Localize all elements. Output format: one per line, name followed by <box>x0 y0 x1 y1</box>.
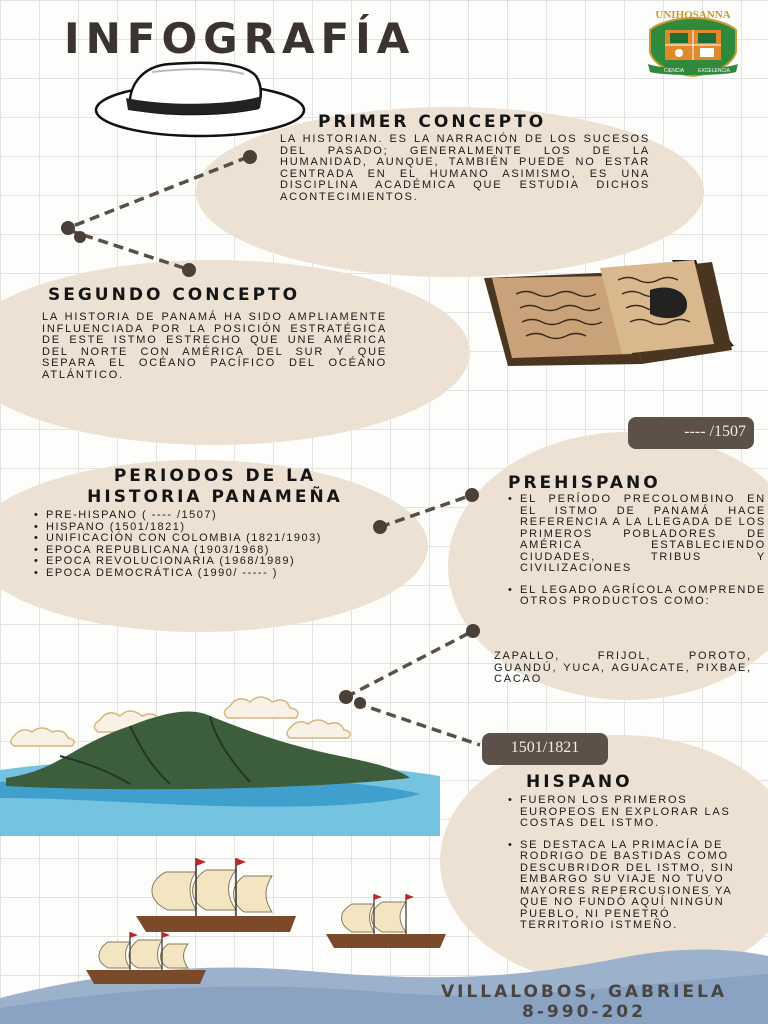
segundo-concepto-text: LA HISTORIA DE PANAMÁ HA SIDO AMPLIAMENTE INFLUENCIADA POR LA POSICIÓN ESTRATÉGICA DE ESTE ISTMO ESTRECHO QUE UNE AMÉRICA DEL NORTE CON AMÉRICA DEL SUR Y QUE SEPARA EL OCÉANO PACÍFICO DEL OCÉANO ATLÁNTICO. <box>42 311 387 381</box>
prehispano-products: ZAPALLO, FRIJOL, POROTO, GUANDÚ, YUCA, AGUACATE, PIXBAE, CACAO <box>494 650 752 685</box>
list-item: • EPOCA DEMOCRÁTICA (1990/ ----- ) <box>46 568 426 580</box>
author-block <box>408 982 760 1022</box>
logo-text: UNIHOSANNA <box>655 9 731 21</box>
page-title: INFOGRAFÍA <box>64 14 416 63</box>
periodos-heading <box>40 466 390 508</box>
primer-concepto-text: LA HISTORIAN. ES LA NARRACIÓN DE LOS SUCESOS DEL PASADO; GENERALMENTE LOS DE LA HUMANIDAD, AUNQUE, TAMBIÉN PUEDE NO ESTAR CENTRADA EN EL HUMANO ASIMISMO, ES UNA DISCIPLINA ACADÉMICA QUE ESTUDIA DICHOS ACONTECIMIENTOS. <box>280 133 650 203</box>
list-item: • SE DESTACA LA PRIMACÍA DE RODRIGO DE BASTIDAS COMO DESCUBRIDOR DEL ISTMO, SIN EMBARGO SU VIAJE NO TUVO MAYORES REPERCUSIONES YA QUE NO FUNDÓ AQUÍ NINGÚN PUEBLO, NI PENETRÓ TERRITORIO ISTMEÑO. <box>520 840 742 932</box>
periodos-list <box>32 510 426 579</box>
list-item: • UNIFICACIÓN CON COLOMBIA (1821/1903) <box>46 533 426 545</box>
primer-concepto-heading: PRIMER CONCEPTO <box>318 112 547 132</box>
periodos-heading-line2: HISTORIA PANAMEÑA <box>87 487 343 507</box>
ships-illustration <box>76 852 456 992</box>
logo-ribbon-right: EXCELENCIA <box>698 68 730 74</box>
segundo-concepto-heading: SEGUNDO CONCEPTO <box>48 285 301 305</box>
prehispano-date-tag: ---- /1507 <box>628 417 754 449</box>
prehispano-bullets <box>506 494 766 608</box>
connector-dot <box>465 488 479 502</box>
list-item: • FUERON LOS PRIMEROS EUROPEOS EN EXPLORAR LAS COSTAS DEL ISTMO. <box>520 795 742 830</box>
prehispano-bullet2-intro: EL LEGADO AGRÍCOLA COMPRENDE OTROS PRODUCTOS COMO: <box>520 583 766 607</box>
list-item: • HISPANO (1501/1821) <box>46 522 426 534</box>
connector-dot <box>182 263 196 277</box>
list-item: • EPOCA REPUBLICANA (1903/1968) <box>46 545 426 557</box>
logo-ribbon-left: CIENCIA <box>663 68 685 74</box>
list-item <box>520 585 766 608</box>
author-name: VILLALOBOS, GABRIELA <box>440 982 728 1002</box>
periodos-heading-line1: PERIODOS DE LA <box>113 466 317 486</box>
list-item: • EPOCA REVOLUCIONARIA (1968/1989) <box>46 556 426 568</box>
hispano-bullets <box>506 795 742 932</box>
book-illustration <box>482 254 738 370</box>
connector-dot <box>74 231 86 243</box>
prehispano-heading: PREHISPANO <box>508 473 661 493</box>
hispano-date-tag: 1501/1821 <box>482 733 608 765</box>
list-item: • PRE-HISPANO ( ---- /1507) <box>46 510 426 522</box>
list-item: • EL PERÍODO PRECOLOMBINO EN EL ISTMO DE PANAMÁ HACE REFERENCIA A LA LLEGADA DE LOS PRIMEROS POBLADORES DE AMÉRICA ESTABLECIENDO CIUDADES, TRIBUS Y CIVILIZACIONES <box>520 494 766 575</box>
hispano-heading: HISPANO <box>526 772 633 792</box>
connector-dot <box>61 221 75 235</box>
connector-dot <box>243 150 257 164</box>
connector-dot <box>466 624 480 638</box>
author-id: 8-990-202 <box>522 1002 646 1022</box>
island-illustration <box>0 686 440 836</box>
hat-illustration <box>92 58 310 140</box>
